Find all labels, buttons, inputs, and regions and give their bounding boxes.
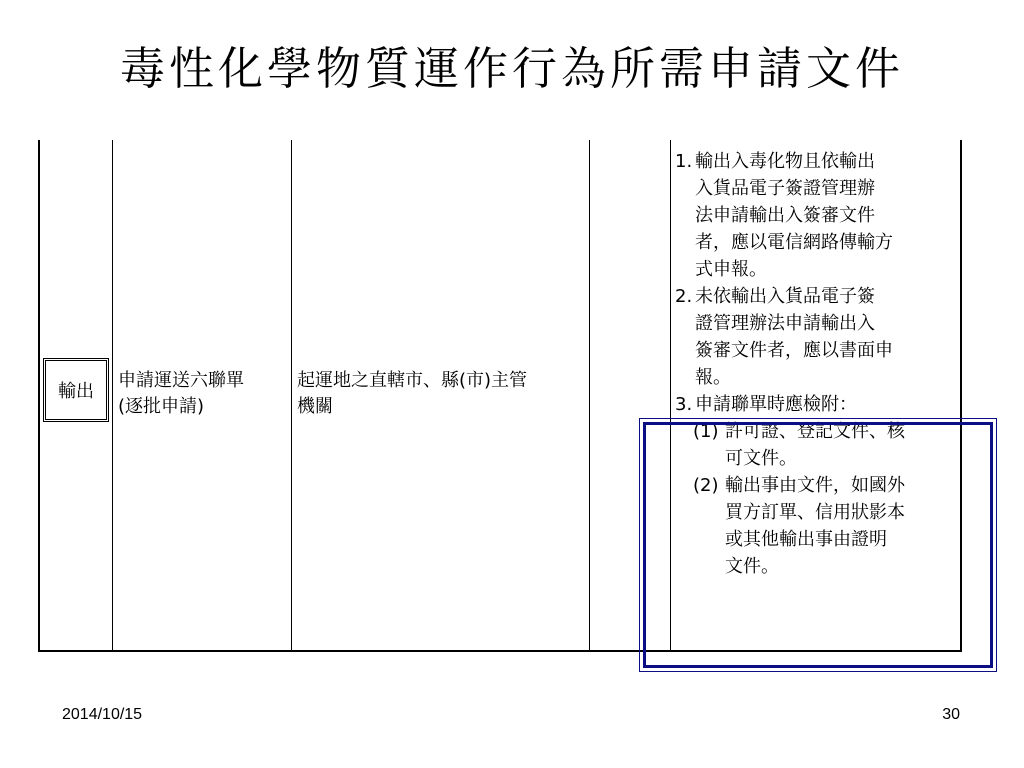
document-cell xyxy=(118,368,244,420)
note-item xyxy=(675,283,955,391)
slide-title: 毒性化學物質運作行為所需申請文件 xyxy=(119,42,904,95)
sub-note-number: (1) xyxy=(693,421,719,442)
note-line: 證管理辦法申請輸出入 xyxy=(695,313,875,334)
column-divider xyxy=(291,140,292,650)
note-line: 申請聯單時應檢附： xyxy=(695,394,857,415)
note-line: 式申報。 xyxy=(695,259,767,280)
page-number: 30 xyxy=(942,706,960,723)
note-number: 1. xyxy=(675,151,693,172)
authority-line: 起運地之直轄市、縣(市)主管 xyxy=(297,370,528,391)
sub-note-line: 買方訂單、信用狀影本 xyxy=(725,502,905,523)
note-number: 2. xyxy=(675,286,693,307)
note-line: 入貨品電子簽證管理辦 xyxy=(695,178,875,199)
document-line: (逐批申請) xyxy=(118,396,205,417)
note-line: 輸出入毒化物且依輸出 xyxy=(695,151,875,172)
note-item xyxy=(675,148,955,283)
sub-note-line: 可文件。 xyxy=(725,448,797,469)
note-line: 者，應以電信網路傳輸方 xyxy=(695,232,893,253)
footer-date: 2014/10/15 xyxy=(62,706,143,723)
document-line: 申請運送六聯單 xyxy=(118,370,244,391)
highlight-box xyxy=(643,422,993,668)
sub-note-line: 或其他輸出事由證明 xyxy=(725,529,887,550)
sub-note-line: 輸出事由文件，如國外 xyxy=(725,475,905,496)
note-number: 3. xyxy=(675,394,693,415)
sub-note-line: 文件。 xyxy=(725,556,779,577)
category-cell: 輸出 xyxy=(43,358,109,422)
sub-note-number: (2) xyxy=(693,475,719,496)
note-line: 簽審文件者，應以書面申 xyxy=(695,340,893,361)
note-item xyxy=(675,391,955,418)
column-divider xyxy=(112,140,113,650)
sub-note-line: 許可證、登記文件、核 xyxy=(725,421,905,442)
authority-line: 機關 xyxy=(297,396,333,417)
authority-cell xyxy=(297,368,527,420)
note-line: 未依輸出入貨品電子簽 xyxy=(695,286,875,307)
column-divider xyxy=(589,140,590,650)
note-line: 法申請輸出入簽審文件 xyxy=(695,205,875,226)
note-line: 報。 xyxy=(695,367,731,388)
